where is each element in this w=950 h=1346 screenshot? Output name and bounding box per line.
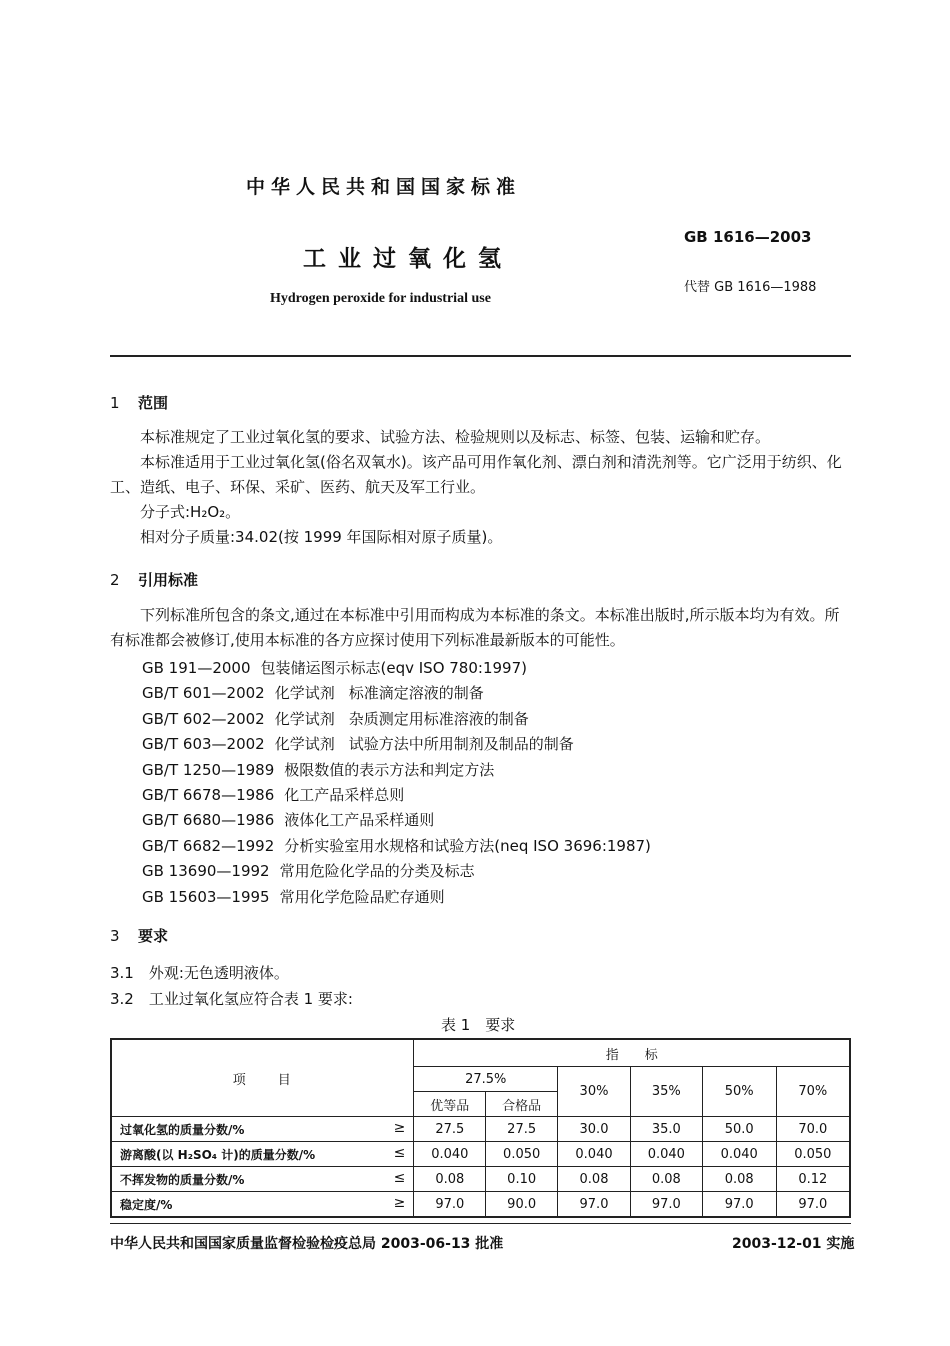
grade-header-30: 30% [558, 1067, 631, 1117]
section-number: 2 [110, 571, 120, 589]
grade-header-27-5: 27.5% [414, 1067, 558, 1092]
table-cell: 97.0 [776, 1192, 850, 1218]
paragraph: 下列标准所包含的条文,通过在本标准中引用而构成为本标准的条文。本标准出版时,所示版本均为有效。所有标准都会被修订,使用本标准的各方应探讨使用下列标准最新版本的可能性。 [110, 606, 840, 649]
row-label [111, 1142, 414, 1167]
table-cell: 97.0 [414, 1192, 486, 1218]
table-cell: 0.040 [630, 1142, 702, 1167]
section-2-intro [110, 603, 851, 653]
reference-title: 化学试剂 [274, 735, 335, 754]
section-title: 要求 [138, 927, 169, 945]
reference-title: 包装储运图示标志(eqv ISO 780:1997) [260, 659, 527, 677]
table-caption: 表 1 要求 [441, 1016, 516, 1034]
reference-item [142, 834, 665, 859]
table-cell: 0.050 [776, 1142, 850, 1167]
table-cell: 0.040 [414, 1142, 486, 1167]
item-header: 项 目 [111, 1039, 414, 1117]
table-cell: 27.5 [414, 1117, 486, 1142]
reference-item [142, 732, 665, 757]
table-row [111, 1117, 850, 1142]
reference-item [142, 707, 665, 732]
section-3-heading [110, 925, 168, 946]
grade-header-70: 70% [776, 1067, 850, 1117]
table-cell: 27.5 [486, 1117, 558, 1142]
reference-title: 化学试剂 [274, 684, 335, 703]
table-cell: 0.040 [558, 1142, 631, 1167]
table-cell: 97.0 [630, 1192, 702, 1218]
section-1-heading [110, 392, 168, 413]
relation-sign: ≤ [393, 1170, 406, 1186]
table-cell: 50.0 [702, 1117, 776, 1142]
reference-code: GB/T 6678—1986 [142, 786, 275, 805]
paragraph: 分子式:H₂O₂。 [140, 503, 241, 521]
section-number: 3 [110, 927, 120, 945]
clause-3-2: 3.2 工业过氧化氢应符合表 1 要求: [110, 990, 353, 1008]
grade-header-35: 35% [630, 1067, 702, 1117]
normative-references-list [142, 656, 665, 910]
reference-code: GB 15603—1995 [142, 887, 270, 906]
table-cell: 0.08 [702, 1167, 776, 1192]
section-1-body [110, 425, 851, 550]
table-cell: 97.0 [702, 1192, 776, 1218]
table-cell: 0.08 [558, 1167, 631, 1192]
reference-title: 化学试剂 [274, 709, 335, 728]
replaces-note: 代替 GB 1616—1988 [684, 280, 817, 295]
row-label [111, 1167, 414, 1192]
table-cell: 0.10 [486, 1167, 558, 1192]
reference-subtitle: 杂质测定用标准溶液的制备 [348, 709, 529, 728]
reference-item [142, 758, 665, 783]
reference-subtitle: 标准滴定溶液的制备 [348, 684, 484, 703]
table-cell: 0.12 [776, 1167, 850, 1192]
table-cell: 97.0 [558, 1192, 631, 1218]
subgrade-superior: 优等品 [414, 1092, 486, 1117]
reference-code: GB/T 603—2002 [142, 735, 265, 754]
section-title: 引用标准 [138, 571, 199, 589]
relation-sign: ≥ [393, 1195, 406, 1211]
row-label [111, 1192, 414, 1218]
requirements-table [110, 1038, 851, 1218]
table-cell: 0.08 [630, 1167, 702, 1192]
reference-item [142, 783, 665, 808]
reference-item [142, 885, 665, 910]
header-divider [110, 355, 851, 357]
table-cell: 30.0 [558, 1117, 631, 1142]
section-2-heading [110, 569, 198, 590]
paragraph: 相对分子质量:34.02(按 1999 年国际相对原子质量)。 [140, 528, 503, 546]
row-label-text: 过氧化氢的质量分数/% [120, 1122, 245, 1137]
reference-title: 化工产品采样总则 [284, 786, 405, 805]
implementation-date: 2003-12-01 实施 [732, 1236, 855, 1252]
row-label-text: 游离酸(以 H₂SO₄ 计)的质量分数/% [120, 1147, 316, 1162]
document-title: 工业过氧化氢 [303, 246, 513, 272]
standard-number: GB 1616—2003 [684, 228, 812, 246]
reference-code: GB/T 602—2002 [142, 709, 265, 728]
row-label-text: 稳定度/% [120, 1197, 173, 1212]
reference-item [142, 656, 665, 681]
section-number: 1 [110, 394, 120, 412]
reference-code: GB/T 1250—1989 [142, 760, 275, 779]
reference-title: 极限数值的表示方法和判定方法 [284, 760, 495, 779]
row-label-text: 不挥发物的质量分数/% [120, 1172, 245, 1187]
reference-item [142, 808, 665, 833]
english-title: Hydrogen peroxide for industrial use [270, 291, 491, 306]
reference-code: GB 13690—1992 [142, 862, 270, 881]
relation-sign: ≤ [393, 1145, 406, 1161]
reference-code: GB 191—2000 [142, 659, 251, 677]
table-row [111, 1142, 850, 1167]
paragraph: 本标准适用于工业过氧化氢(俗名双氧水)。该产品可用作氧化剂、漂白剂和清洗剂等。它广泛用于纺织、化工、造纸、电子、环保、采矿、医药、航天及军工行业。 [110, 453, 842, 496]
grade-header-50: 50% [702, 1067, 776, 1117]
table-cell: 70.0 [776, 1117, 850, 1142]
reference-item [142, 859, 665, 884]
reference-code: GB/T 601—2002 [142, 684, 265, 703]
relation-sign: ≥ [393, 1120, 406, 1136]
table-cell: 0.050 [486, 1142, 558, 1167]
reference-code: GB/T 6680—1986 [142, 811, 275, 830]
table-cell: 0.08 [414, 1167, 486, 1192]
table-row [111, 1192, 850, 1218]
row-label [111, 1117, 414, 1142]
section-title: 范围 [138, 394, 169, 412]
paragraph: 本标准规定了工业过氧化氢的要求、试验方法、检验规则以及标志、标签、包装、运输和贮存。 [140, 428, 771, 446]
reference-title: 分析实验室用水规格和试验方法(neq ISO 3696:1987) [284, 836, 651, 855]
reference-subtitle: 试验方法中所用制剂及制品的制备 [348, 735, 574, 754]
reference-title: 常用危险化学品的分类及标志 [279, 862, 475, 881]
subgrade-qualified: 合格品 [486, 1092, 558, 1117]
reference-code: GB/T 6682—1992 [142, 836, 275, 855]
footer-divider [110, 1223, 851, 1224]
table-cell: 35.0 [630, 1117, 702, 1142]
reference-title: 常用化学危险品贮存通则 [279, 887, 445, 906]
table-cell: 90.0 [486, 1192, 558, 1218]
reference-item [142, 681, 665, 706]
table-cell: 0.040 [702, 1142, 776, 1167]
approval-note: 中华人民共和国国家质量监督检验检疫总局 2003-06-13 批准 [110, 1236, 504, 1252]
clause-3-1: 3.1 外观:无色透明液体。 [110, 964, 289, 982]
reference-title: 液体化工产品采样通则 [284, 811, 435, 830]
table-row [111, 1167, 850, 1192]
index-header: 指 标 [414, 1039, 850, 1067]
national-standard-heading: 中华人民共和国国家标准 [246, 176, 522, 198]
